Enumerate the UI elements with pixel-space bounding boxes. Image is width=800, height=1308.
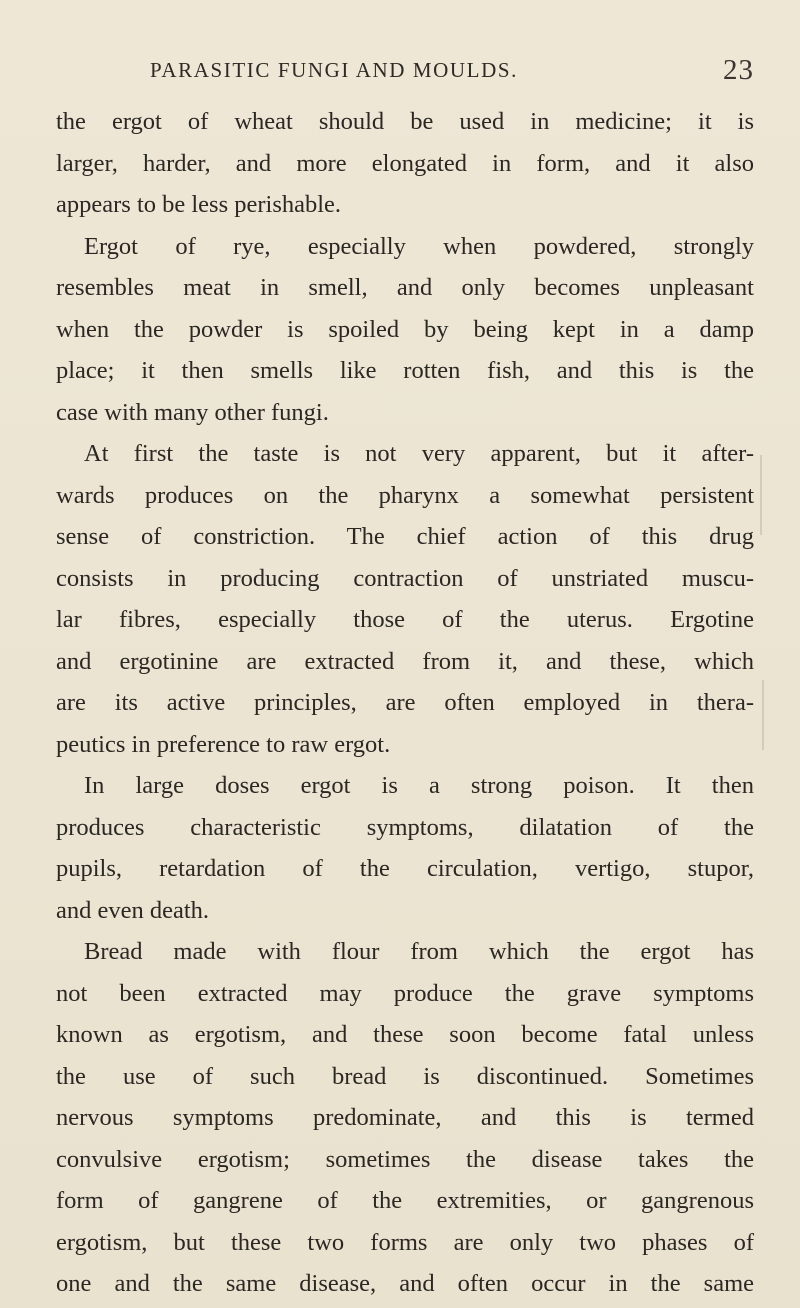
- text-line: are its active principles, are often employed in thera-: [56, 689, 754, 716]
- text-line: produces characteristic symptoms, dilatation of the: [56, 813, 754, 841]
- running-head: [0, 54, 800, 94]
- text-line: place; it then smells like rotten fish, and this is the: [56, 357, 754, 384]
- text-line: Bread made with flour from which the ergot has: [84, 938, 754, 965]
- text-line: larger, harder, and more elongated in form, and it also: [56, 149, 754, 177]
- page-number: 23: [723, 54, 754, 86]
- text-line: and even death.: [56, 896, 210, 924]
- text-line: nervous symptoms predominate, and this is termed: [56, 1104, 754, 1131]
- text-line: In large doses ergot is a strong poison. It then: [84, 772, 754, 799]
- text-line: and ergotinine are extracted from it, and these, which: [56, 647, 754, 675]
- text-line: convulsive ergotism; sometimes the disease takes the: [56, 1145, 754, 1173]
- text-line: sense of constriction. The chief action of this drug: [56, 523, 754, 550]
- text-line: known as ergotism, and these soon become fatal unless: [56, 1021, 754, 1048]
- text-line: the use of such bread is discontinued. Sometimes: [56, 1062, 754, 1090]
- text-line: Ergot of rye, especially when powdered, strongly: [84, 232, 754, 260]
- text-line: At first the taste is not very apparent, but it after-: [84, 440, 754, 467]
- text-line: ergotism, but these two forms are only two phases of: [56, 1228, 754, 1256]
- text-line: wards produces on the pharynx a somewhat persistent: [56, 481, 754, 509]
- body-text: [56, 101, 754, 1305]
- text-line: lar fibres, especially those of the uterus. Ergotine: [56, 606, 754, 633]
- margin-shadow-mark: [762, 680, 764, 750]
- text-line: resembles meat in smell, and only becomes unpleasant: [56, 274, 754, 301]
- text-line: consists in producing contraction of unstriated muscu-: [56, 564, 754, 592]
- text-line: appears to be less perishable.: [56, 191, 342, 218]
- text-line: peutics in preference to raw ergot.: [56, 730, 391, 758]
- text-line: case with many other fungi.: [56, 398, 329, 426]
- text-line: not been extracted may produce the grave symptoms: [56, 979, 754, 1007]
- text-line: pupils, retardation of the circulation, vertigo, stupor,: [56, 855, 754, 882]
- text-line: form of gangrene of the extremities, or gangrenous: [56, 1187, 754, 1214]
- text-line: the ergot of wheat should be used in medicine; it is: [56, 108, 754, 135]
- text-line: one and the same disease, and often occur in the same: [56, 1270, 754, 1297]
- margin-shadow-mark: [760, 455, 762, 535]
- running-title: PARASITIC FUNGI AND MOULDS.: [150, 58, 518, 82]
- text-line: when the powder is spoiled by being kept in a damp: [56, 315, 754, 343]
